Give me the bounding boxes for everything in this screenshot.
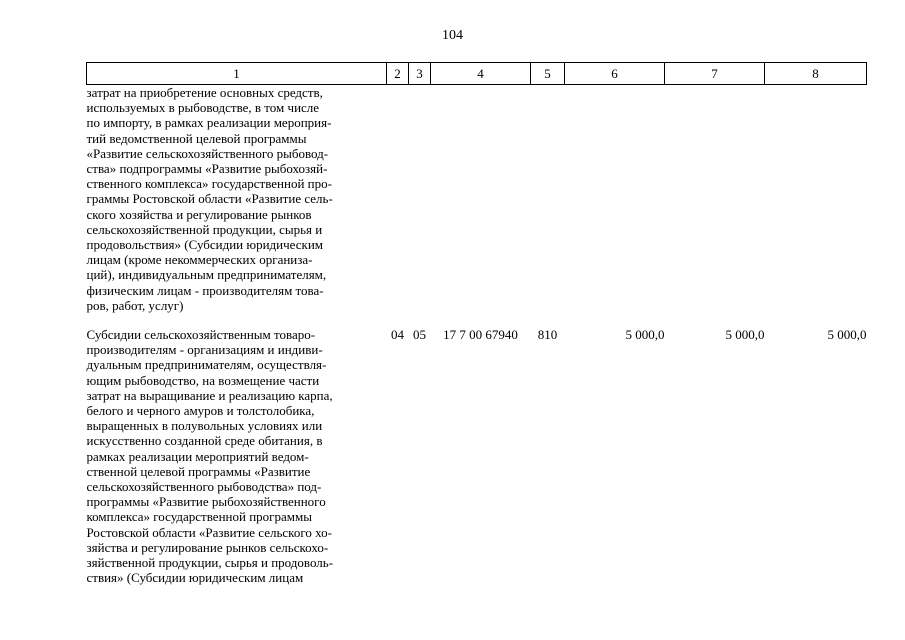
description-line: комплекса» государственной программы [86,509,312,525]
description-line: ров, работ, услуг) [86,297,184,313]
cell-subsection: 05 [413,327,426,343]
column-header-8: 8 [765,63,867,85]
column-header-6: 6 [565,63,665,85]
description-line: ского хозяйства и регулирование рынков [86,206,312,222]
column-header-7: 7 [665,63,765,85]
column-header-3: 3 [409,63,431,85]
description-line: ющим рыбоводство, на возмещение части [86,372,320,388]
description-line: лицам (кроме некоммерческих организа- [86,252,313,268]
cell-amount-2: 5 000,0 [725,327,765,343]
budget-table [86,62,867,586]
description-line: по импорту, в рамках реализации мероприя- [86,115,332,131]
cell-target-code: 17 7 00 67940 [443,327,518,343]
description-line: ства» подпрограммы «Развитие рыбохозяй- [86,161,328,177]
description-line: физическим лицам - производителям това- [86,282,324,298]
description-line: ственной целевой программы «Развитие [86,463,311,479]
cell-subsection [409,85,431,314]
cell-amount-3: 5 000,0 [827,327,867,343]
column-header-5: 5 [531,63,565,85]
description-line: граммы Ростовской области «Развитие сель- [86,191,333,207]
column-header-1: 1 [87,63,387,85]
description-line: зяйства и регулирование рынков сельскохо- [86,539,329,555]
cell-section [387,85,409,314]
description-line: используемых в рыбоводстве, в том числе [86,100,320,116]
description-line: ственного комплекса» государственной про- [86,176,332,192]
cell-amount-3 [765,85,867,314]
cell-expense-type: 810 [537,327,558,343]
cell-amount-1 [565,85,665,314]
description-line: искусственно созданной среде обитания, в [86,433,323,449]
cell-section: 04 [391,327,404,343]
cell-amount-1: 5 000,0 [625,327,665,343]
cell-amount-2 [665,85,765,314]
description-line: рамках реализации мероприятий ведом- [86,448,309,464]
table-row [87,85,867,314]
description-line: «Развитие сельскохозяйственного рыбовод- [86,145,329,161]
description-line: сельскохозяйственной продукции, сырья и [86,221,323,237]
description-line: продовольствия» (Субсидии юридическим [86,237,324,253]
description-line: сельскохозяйственного рыбоводства» под- [86,479,322,495]
row-spacer [87,313,867,327]
table-header-row [87,63,867,85]
description-line: Ростовской области «Развитие сельского хо- [86,524,332,540]
description-line: программы «Развитие рыбохозяйственного [86,494,326,510]
description-line: Субсидии сельскохозяйственным товаро- [86,327,316,343]
description-line: белого и черного амуров и толстолобика, [86,403,315,419]
page-number: 104 [442,28,463,43]
description-line: ствия» (Субсидии юридическим лицам [86,570,304,586]
description-line: производителям - организациям и индиви- [86,342,323,358]
description-line: выращенных в полувольных условиях или [86,418,323,434]
description-line: дуальным предпринимателям, осуществля- [86,357,327,373]
row-description [87,327,387,585]
row-description [87,85,387,314]
table-row [87,327,867,585]
description-line: затрат на выращивание и реализацию карпа, [86,387,333,403]
column-header-4: 4 [431,63,531,85]
description-line: тий ведомственной целевой программы [86,130,307,146]
description-line: ций), индивидуальным предпринимателям, [86,267,327,283]
description-line: зяйственной продукции, сырья и продоволь- [86,555,334,571]
description-line: затрат на приобретение основных средств, [86,85,323,100]
column-header-2: 2 [387,63,409,85]
cell-expense-type [531,85,565,314]
cell-target-code [431,85,531,314]
